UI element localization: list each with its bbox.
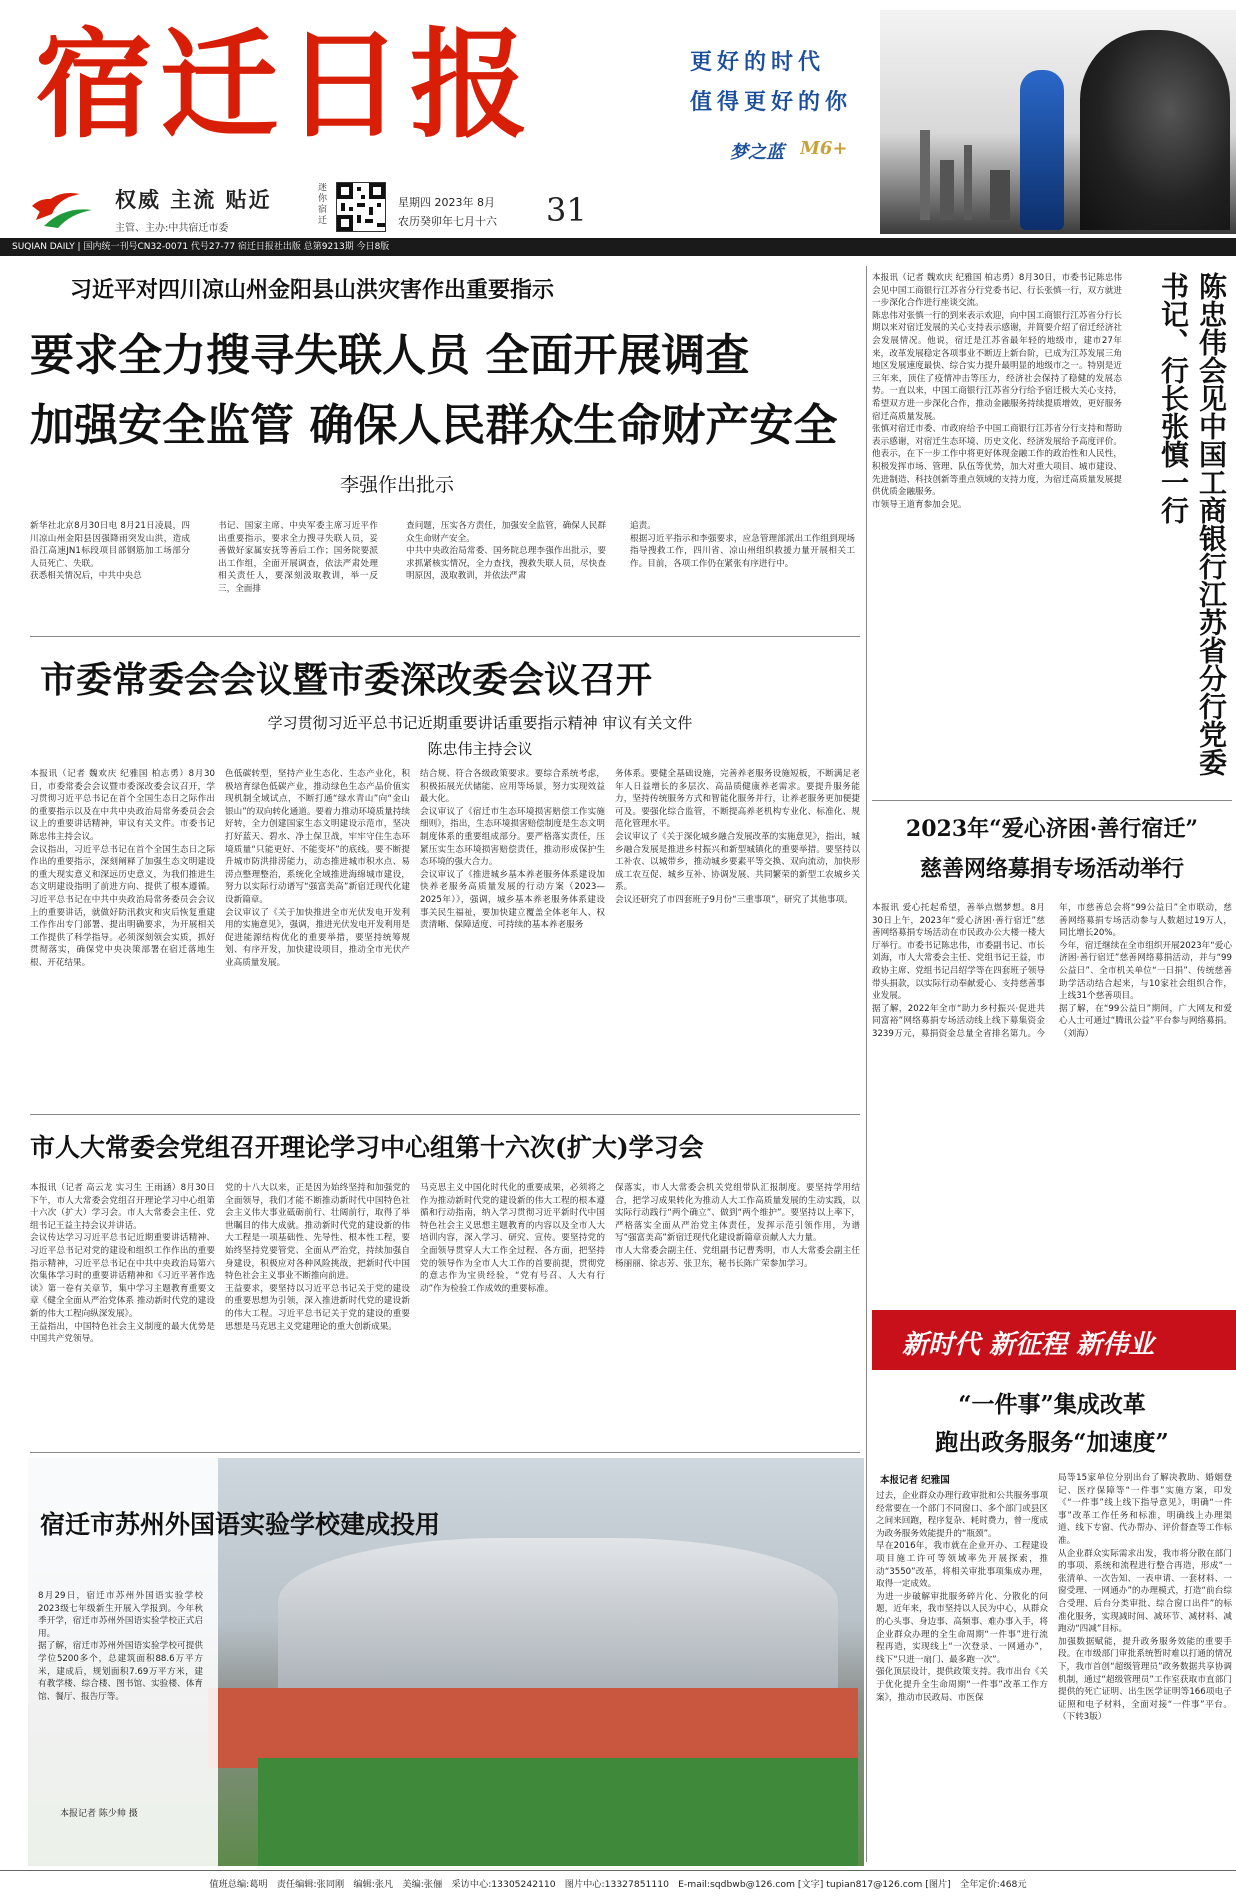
article5-title: 陈忠伟会见中国工商银行江苏省分行党委书记、行长张慎一行 (1157, 272, 1228, 776)
article6-title-1: 2023年“爱心济困·善行宿迁” (905, 816, 1199, 842)
article3-col-4: 保落实，市人大常委会机关党组带队汇报制度。要坚持学用结合，把学习成果转化为推动人大工作高质量发展的生动实践，以实际行动践行“两个确立”、做到“两个维护”。要坚持以上率下，严格落实全面从严治党主体责任，发挥示范引领作用，为谱写“强富美高”新宿迁现代化建设新篇章贡献人大力量。 市人大常委会副主任、党组副书记曹秀明，市人大常委会副主任杨丽丽、徐志芳、张卫东，秘书长陈广荣参加学习。 (615, 1183, 860, 1269)
article3-col-1: 本报讯（记者 高云龙 实习生 王雨涵）8月30日下午，市人大常委会党组召开理论学习中心组第十六次（扩大）学习会。市人大常委会主任、党组书记王益主持会议并讲话。 会议传达学习习近平总书记近期重要讲话精神、习近平总书记对党的建设和组织工作作出的重要指示精神，习近平总书记在中共中央政治局第六次集体学习时的重要讲话精神和《习近平著作选读》第一卷有关章节，集中学习主题教育重要文章《健全全面从严治党体系 推动新时代党的建设新的伟大工程向纵深发展》。 王益指出，中国特色社会主义制度的最大优势是中国共产党领导。 (30, 1183, 215, 1345)
article1-kicker: 习近平对四川凉山州金阳县山洪灾害作出重要指示 (70, 278, 555, 303)
article1-title-2: 加强安全监管 确保人民群众生命财产安全 (30, 400, 838, 451)
ad-city-image (880, 10, 1236, 234)
article6-title-2: 慈善网络募捐专场活动举行 (919, 856, 1184, 882)
article1-col-2: 书记、国家主席、中央军委主席习近平作出重要指示，要求全力搜寻失联人员，妥善做好家属安抚等善后工作；国务院要派出工作组，全面开展调查，依法严肃处理相关责任人，要深刻汲取教训，举一反三，全面排 (218, 521, 378, 594)
article3-title: 市人大常委会党组召开理论学习中心组第十六次(扩大)学习会 (30, 1133, 704, 1162)
divider (30, 636, 860, 637)
masthead-char-3: 日 (285, 15, 404, 154)
masthead-day: 31 (546, 191, 587, 229)
masthead-date: 2023年 8月 (434, 196, 495, 208)
qr-code-icon (336, 182, 386, 232)
ad-portrait-image (1080, 30, 1230, 230)
article2-subtitle-1: 学习贯彻习近平总书记近期重要讲话重要指示精神 审议有关文件 (267, 714, 693, 732)
article1-subtitle: 李强作出批示 (340, 474, 455, 496)
article2-subtitle-2: 陈忠伟主持会议 (427, 740, 533, 758)
ad-brand-mark: M6+ (800, 138, 848, 159)
masthead-slogan: 权威 主流 贴近 (115, 188, 272, 212)
divider (30, 1452, 860, 1453)
masthead-logo (35, 10, 555, 160)
page-footer: 值班总编:葛明 责任编辑:张同刚 编辑:张凡 美编:张俪 采访中心:13305242110 图片中心:13327851110 E-mail:sqdbwb@126.com [文字] tupian817@126.com [图片] 全年定价:468元 (0, 1870, 1236, 1898)
article2-title: 市委常委会会议暨市委深改委会议召开 (40, 659, 653, 701)
masthead-char-1: 宿 (35, 15, 154, 154)
article2-col-4: 务体系。要健全基础设施，完善养老服务设施短板，不断满足老年人日益增长的多层次、高品质健康养老需求。要提升服务能力，坚持传统服务方式和智能化服务并行，让养老服务更加便捷可及。要强化综合监管，不断提高养老机构专业化、标准化、规范化管理水平。 会议审议了《关于深化城乡融合发展改革的实施意见》，指出，城乡融合发展是推进乡村振兴和新型城镇化的重要举措。要坚持以工补农、以城带乡，推动城乡要素平等交换、双向流动，加快形成工农互促、城乡互补、协调发展、共同繁荣的新型工农城乡关系。 会议还研究了市四套班子9月份“三重事项”，研究了其他事项。 (615, 769, 860, 905)
masthead-strip: SUQIAN DAILY | 国内统一刊号CN32-0071 代号27-77 宿迁日报社出版 总第9213期 今日8版 (0, 238, 1236, 256)
sports-field-image (258, 1758, 858, 1866)
qr-label: 迷你宿迁 (318, 183, 328, 226)
article3-col-3: 马克思主义中国化时代化的重要成果，必须将之作为推动新时代党的建设新的伟大工程的根本遵循和行动指南，纳入学习贯彻习近平新时代中国特色社会主义思想主题教育的内容以及全市人大培训内容，深入学习、研究、宣传。要坚持党的全面领导贯穿人大工作全过程、各方面，把坚持党的领导作为全市人大工作的首要前提，贯彻党的意志作为宝贵经验，“党有号召、人大有行动”作为检验工作成效的重要标准。 (420, 1183, 605, 1294)
article1-col-3: 查问题，压实各方责任，加强安全监管，确保人民群众生命财产安全。 中共中央政治局常委、国务院总理李强作出批示，要求抓紧核实情况，全力查找，搜救失联人员，尽快查明原因，汲取教训，并依法严肃 (406, 521, 606, 582)
article4-title: 宿迁市苏州外国语实验学校建成投用 (40, 1510, 441, 1539)
article2-col-2: 色低碳转型，坚持产业生态化、生态产业化，积极培育绿色低碳产业，推动绿色生态产品价值实现机制全域试点，不断打通“绿水青山”向“金山银山”的双向转化通道。要着力推动环境质量持续好转，全力创建国家生态文明建设示范市，坚决打好蓝天、碧水、净土保卫战，牢牢守住生态环境质量“只能更好、不能变坏”的底线。要不断提升城市防洪排涝能力，动态推进城市积水点、易涝点整理整治，系统化全域推进海绵城市建设，努力以实际行动谱写“强富美高”新宿迁现代化建设新篇章。 会议审议了《关于加快推进全市光伏发电开发利用的实施意见》，强调，推进光伏发电开发利用是促进能源结构优化的重要举措，要坚持统筹规划、有序开发，加快建设项目，推动全市光伏产业高质量发展。 (225, 769, 410, 968)
series-banner (872, 1310, 1236, 1370)
ad-bottle-icon (1020, 70, 1064, 230)
running-track-image (208, 1688, 858, 1768)
masthead-char-4: 报 (410, 15, 529, 154)
article4-text: 8月29日，宿迁市苏州外国语实验学校2023级七年级新生开展入学报到。今年秋季开学，宿迁市苏州外国语实验学校正式启用。 据了解，宿迁市苏州外国语实验学校可提供学位5200多个，总建筑面积88.6万平方米，建成后，规划面积7.69万平方米，建有教学楼、综合楼、图书馆、实验楼、体育馆、餐厅、报告厅等。 (38, 1591, 203, 1702)
article1-col-1: 新华社北京8月30日电 8月21日凌晨，四川凉山州金阳县因强降雨突发山洪，造成沿江高速JN1标段项目部钢筋加工场部分人员死亡、失联。 获悉相关情况后，中共中央总 (30, 521, 190, 582)
masthead-sponsor: 主管、主办:中共宿迁市委 (115, 223, 229, 233)
article3-col-2: 党的十八大以来，正是因为始终坚持和加强党的全面领导，我们才能不断推动新时代中国特色社会主义伟大事业砥砺前行、壮阔前行，取得了举世瞩目的伟大成就。推动新时代党的建设新的伟大工程是一项基础性、先导性、根本性工程，要始终坚持党要管党、全面从严治党，持续加强自身建设，积极应对各种风险挑战，把新时代中国特色社会主义事业不断推向前进。 王益要求，要坚持以习近平总书记关于党的建设的重要思想为引领，深入推进新时代党的建设新的伟大工程。习近平总书记关于党的建设的重要思想是马克思主义党建理论的重大创新成果。 (225, 1183, 410, 1332)
divider (872, 800, 1232, 801)
article7-title-2: 跑出政务服务“加速度” (935, 1429, 1169, 1456)
ad-line-1: 更好的时代 (690, 50, 826, 75)
ad-brand: 梦之蓝 (730, 142, 784, 163)
article7-col-1: 过去，企业群众办理行政审批和公共服务事项经常要在一个部门不同窗口、多个部门或县区之间来回跑，程序复杂、耗时费力，曾一度成为政务服务效能提升的“瓶颈”。 早在2016年，我市就在企业开办、工程建设项目施工许可等领域率先开展探索，推动“3550”改革，将相关审批事项集成办理，取得一定成效。 为进一步破解审批服务碎片化、分散化的问题，近年来，我市坚持以人民为中心，从群众的心头事、身边事、高频事、难办事入手，将企业群众办理的全生命周期“一件事”进行流程再造，实现线上“一次登录、一网通办”，线下“只进一扇门、最多跑一次”。 强化顶层设计，提供政策支持。我市出台《关于优化提升全生命周期“一件事”改革工作方案》，推动市民政局、市医保 (876, 1491, 1048, 1703)
school-building-image (278, 1538, 838, 1698)
series-banner-text: 新时代 新征程 新伟业 (902, 1330, 1155, 1360)
article5-body: 本报讯（记者 魏欢庆 纪雅国 柏志勇）8月30日，市委书记陈忠伟会见中国工商银行江苏省分行党委书记、行长张慎一行，双方就进一步深化合作进行座谈交流。 陈忠伟对张慎一行的到来表示欢迎，向中国工商银行江苏省分行长期以来对宿迁发展的关心支持表示感谢，并简要介绍了宿迁经济社会发展情况。他说，宿迁是江苏省最年轻的地级市，建市27年来，改革发展稳定各项事业不断迈上新台阶，已成为江苏发展三角地区发展速度最快、综合实力提升最明显的地级市之一。特别是近三年来，顶住了疫情冲击等压力，经济社会保持了稳健的发展态势。一直以来，中国工商银行江苏省分行给予宿迁极大关心支持，希望双方进一步深化合作，推动金融服务持续提质增效，更好服务宿迁高质量发展。 张慎对宿迁市委、市政府给予中国工商银行江苏省分行支持和帮助表示感谢，对宿迁生态环境、历史文化、经济发展给予高度评价。他表示，在下一步工作中将更好体现金融工作的政治性和人民性，积极发挥市场、管理、队伍等优势，加大对重大项目、城市建设、先进制造、科技创新等重点领域的支持力度，为宿迁高质量发展提供优质金融服务。 市领导王道育参加会见。 (872, 273, 1122, 510)
divider (866, 266, 867, 1862)
article2-col-3: 结合规、符合各级政策要求。要综合系统考虑，积极拓展光伏储能、应用等场景，努力实现效益最大化。 会议审议了《宿迁市生态环境损害赔偿工作实施细则》，指出，生态环境损害赔偿制度是生态文明制度体系的重要组成部分。要严格落实责任，压紧压实生态环境损害赔偿责任，推动形成保护生态环境的强大合力。 会议审议了《推进城乡基本养老服务体系建设加快养老服务高质量发展的行动方案（2023—2025年）》，强调，城乡基本养老服务体系建设事关民生福祉，要加快建立覆盖全体老年人、权责清晰、保障适度、可持续的基本养老服务 (420, 769, 605, 931)
ad-line-2: 值得更好的你 (690, 90, 853, 115)
masthead-char-2: 迁 (160, 15, 279, 154)
article4-credit: 本报记者 陈少帅 摄 (60, 1809, 138, 1819)
article7-byline: 本报记者 纪雅国 (880, 1475, 950, 1486)
article6-body: 本报讯 爱心托起希望，善举点燃梦想。8月30日上午，2023年“爱心济困·善行宿迁”慈善网络募捐专场活动在市民政办公大楼一楼大厅举行。市委书记陈忠伟，市委副书记、市长刘海，市人大常委会主任、党组书记王益，市政协主席、党组书记吕绍学等在四套班子领导带头捐款，以实际行动奉献爱心、支持慈善事业发展。 据了解，2022年全市“助力乡村振兴·促进共同富裕”网络募捐专场活动线上线下募集资金3239万元，募捐资金总量全省排名第九。今年，市慈善总会将“99公益日”全市联动，慈善网络募捐专场活动参与人数超过19万人，同比增长20%。 今年，宿迁继续在全市组织开展2023年“爱心济困·善行宿迁”慈善网络募捐活动，并与“99公益日”、全市机关单位“一日捐”、传统慈善助学活动结合起来，与10家社会组织合作，上线31个慈善项目。 据了解，在“99公益日”期间，广大网友和爱心人士可通过“腾讯公益”平台参与网络募捐。（刘海） (872, 903, 1232, 1039)
ad-banner (600, 10, 1236, 234)
article1-col-4: 追责。 根据习近平指示和李强要求，应急管理部派出工作组到现场指导搜救工作，四川省、凉山州组织救援力量开展相关工作。目前，各项工作仍在紧张有序进行中。 (630, 521, 855, 569)
article7-col-2: 局等15家单位分别出台了解决教助、婚姻登记、医疗保障等“一件事”实施方案，印发《“一件事”线上线下指导意见》，明确“一件事”改革工作任务和标准，明确线上办理渠道、线下专窗、代办帮办、评价督查等工作标准。 从企业群众实际需求出发，我市将分散在部门的事项、系统和流程进行整合再造，形成“一张清单、一次告知、一表申请、一套材料、一窗受理、一网通办”的办理模式，打造“前台综合受理、后台分类审批、综合窗口出件”的标准化服务，实现减时间、减环节、减材料、减跑动“四减”目标。 加强数据赋能，提升政务服务效能的重要手段。在市级部门审批系统暂时难以打通的情况下，我市首创“超级管理员”政务数据共享协调机制，通过“超级管理员”工作室获取市直部门提供的死亡证明、出生医学证明等166项电子证照和电子材料，全面对接“一件事”平台。（下转3版） (1058, 1473, 1232, 1723)
masthead-weekday: 星期四 (398, 196, 431, 208)
article1-title-1: 要求全力搜寻失联人员 全面开展调查 (30, 330, 750, 381)
article7-title-1: “一件事”集成改革 (958, 1391, 1146, 1418)
newspaper-emblem-icon (28, 180, 98, 232)
masthead-lunar: 农历癸卯年七月十六 (398, 215, 497, 227)
divider (30, 1114, 860, 1115)
article2-col-1: 本报讯（记者 魏欢庆 纪雅国 柏志勇）8月30日，市委常委会会议暨市委深改委会议召开，学习贯彻习近平总书记在首个全国生态日之际作出的重要指示以及在中共中央政治局常务委员会会议上的重要讲话精神，审议有关文件。市委书记陈忠伟主持会议。 会议指出，习近平总书记在首个全国生态日之际作出的重要指示，深刻阐释了加强生态文明建设的重大现实意义和深远历史意义，为我们推进生态文明建设指明了前进方向、提供了根本遵循。习近平总书记在中共中央政治局常务委员会会议上的重要讲话，就做好防汛救灾和灾后恢复重建工作作出专门部署、提出明确要求，为开展相关工作提供了科学指导。必须深刻领会实质，抓好贯彻落实，确保党中央决策部署在宿迁落地生根、开花结果。 (30, 769, 215, 968)
